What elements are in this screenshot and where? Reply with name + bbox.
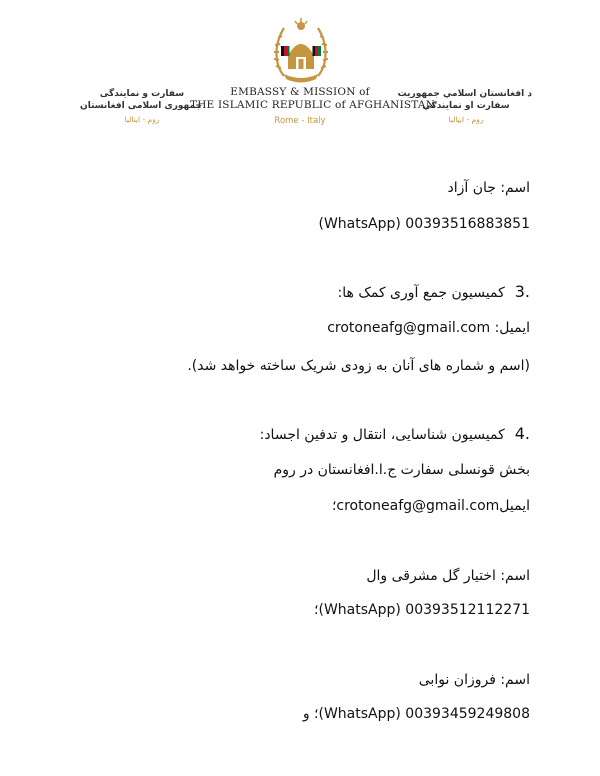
contact-phone-forozan-nawabi <box>303 704 530 724</box>
letterhead-pashto-line-1: د افغانستان اسلامي جمهوريت <box>397 89 532 99</box>
letterhead-english-line-1: EMBASSY & MISSION of <box>230 86 370 98</box>
email-address: crotoneafg@gmail.com <box>336 498 500 514</box>
afghanistan-emblem-icon <box>270 16 332 84</box>
section-4-title: کمیسیون شناسایی، انتقال و تدفین اجساد: <box>259 427 505 443</box>
contact-name-jan-azad: اسم: جان آزاد <box>447 180 530 196</box>
section-3-heading <box>338 282 531 303</box>
section-3-email <box>327 318 530 338</box>
letterhead-english-line-2: THE ISLAMIC REPUBLIC of AFGHANISTAN <box>190 99 436 111</box>
letterhead-pashto-city: روم - ایټالیا <box>448 115 484 124</box>
section-4-heading <box>260 424 530 445</box>
phone-suffix: ؛ <box>314 602 319 618</box>
section-3-number: 3. <box>514 282 530 301</box>
whatsapp-number: (WhatsApp) 00393516883851 <box>318 216 530 232</box>
section-4-number: 4. <box>514 424 530 443</box>
letterhead-dari-line-2: جمهوری اسلامی افغانستان <box>80 101 202 111</box>
section-3-title: کمیسیون جمع آوری کمک ها: <box>337 285 505 301</box>
section-3-note: (اسم و شماره های آنان به زودی شریک ساخته خواهد شد). <box>187 358 530 374</box>
letterhead-dari-city: روم - ایتالیا <box>124 115 160 124</box>
letterhead-english-block <box>190 86 436 126</box>
letterhead-english-city: Rome - Italy <box>274 116 326 126</box>
contact-name-forozan-nawabi: اسم: فروزان نوابی <box>418 672 530 688</box>
whatsapp-number: (WhatsApp) 00393512112271 <box>318 602 530 618</box>
email-label: ایمیل: <box>494 320 530 336</box>
letterhead <box>0 0 600 140</box>
contact-phone-ekhtiar-gul <box>314 600 530 620</box>
letterhead-dari-line-1: سفارت و نمایندگی <box>99 89 185 99</box>
email-address: crotoneafg@gmail.com <box>327 320 491 336</box>
letterhead-dari-block <box>82 88 202 125</box>
email-label: ایمیل <box>499 498 530 514</box>
whatsapp-number: (WhatsApp) 00393459249808 <box>318 706 530 722</box>
phone-suffix: ؛ و <box>302 706 319 722</box>
section-4-email <box>332 496 530 516</box>
letterhead-pashto-line-2: سفارت او نمایندګي <box>422 101 510 111</box>
consular-section: بخش قونسلی سفارت ج.ا.افغانستان در روم <box>273 462 530 478</box>
contact-name-ekhtiar-gul: اسم: اختیار گل مشرقی وال <box>366 568 530 584</box>
email-suffix: ؛ <box>331 498 337 514</box>
contact-phone-jan-azad <box>318 214 530 234</box>
